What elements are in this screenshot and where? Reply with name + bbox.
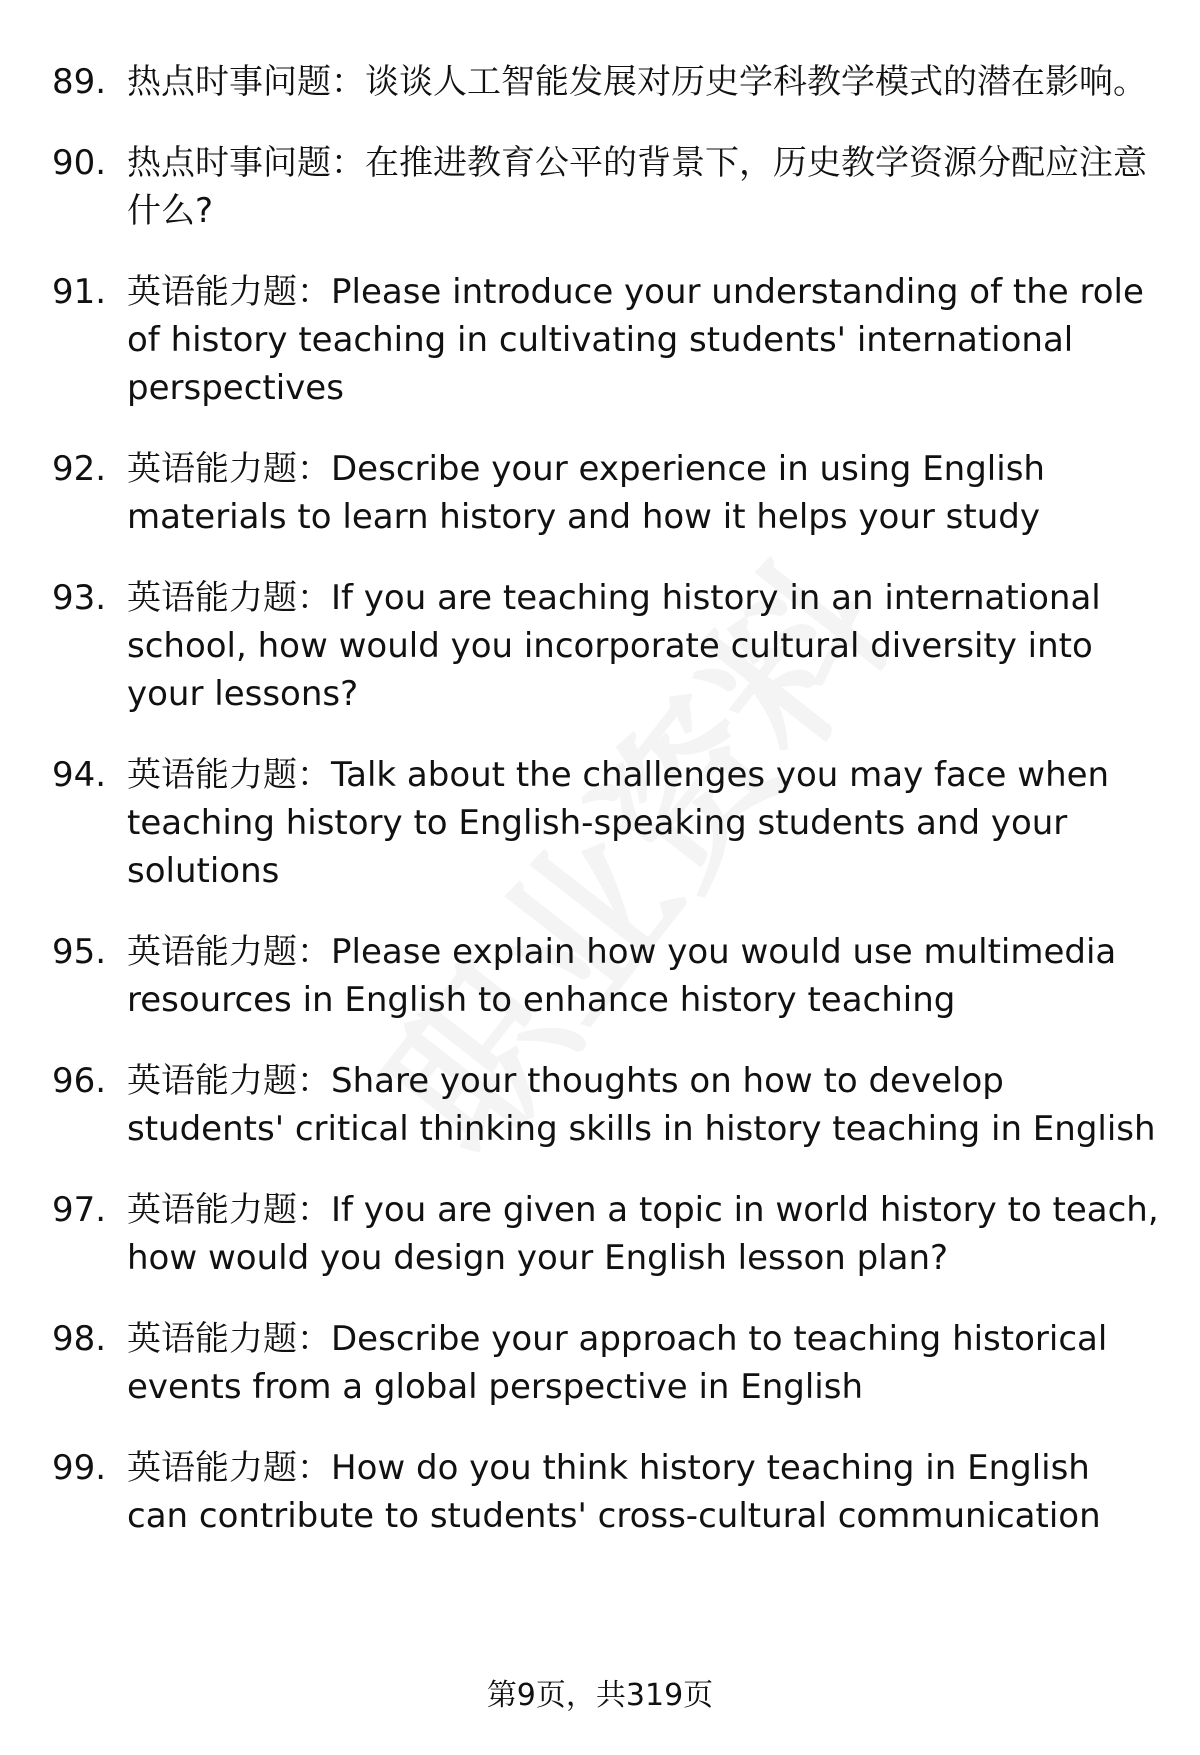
question-item: [0, 1315, 1200, 1411]
question-category: 英语能力题：: [127, 1190, 331, 1230]
question-number: 97.: [52, 1190, 107, 1230]
question-item: [0, 751, 1200, 895]
question-text: [127, 139, 1160, 235]
question-category: 英语能力题：: [127, 272, 331, 312]
question-number: 93.: [52, 578, 107, 618]
question-item: [0, 58, 1200, 106]
question-number: 89.: [52, 62, 107, 102]
question-category: 英语能力题：: [127, 578, 331, 618]
question-item: [0, 928, 1200, 1024]
question-number: 91.: [52, 272, 107, 312]
question-body: Share your thoughts on how to develop students' critical thinking skills in history teaching in English: [127, 1061, 1156, 1149]
question-number: 98.: [52, 1319, 107, 1359]
question-category: 英语能力题：: [127, 755, 331, 795]
question-category: 英语能力题：: [127, 1319, 331, 1359]
page-footer: 第9页，共319页: [486, 1678, 714, 1713]
question-body: Describe your approach to teaching historical events from a global perspective in English: [127, 1319, 1108, 1407]
question-text: [127, 58, 1160, 106]
question-item: [0, 445, 1200, 541]
question-body: 在推进教育公平的背景下，历史教学资源分配应注意什么?: [127, 143, 1147, 231]
question-item: [0, 574, 1200, 718]
question-text: [127, 751, 1160, 895]
question-body: Talk about the challenges you may face when teaching history to English-speaking students and your solutions: [127, 755, 1110, 891]
question-number: 99.: [52, 1448, 107, 1488]
question-item: [0, 1186, 1200, 1282]
question-category: 英语能力题：: [127, 1448, 331, 1488]
question-body: How do you think history teaching in English can contribute to students' cross-cultural communication: [127, 1448, 1101, 1536]
question-text: [127, 1315, 1160, 1411]
question-body: Please introduce your understanding of the role of history teaching in cultivating students' international perspectives: [127, 272, 1144, 408]
question-text: [127, 445, 1160, 541]
question-body: 谈谈人工智能发展对历史学科教学模式的潜在影响。: [365, 62, 1147, 102]
question-number: 92.: [52, 449, 107, 489]
question-body: Please explain how you would use multimedia resources in English to enhance history teaching: [127, 932, 1117, 1020]
question-category: 英语能力题：: [127, 449, 331, 489]
question-category: 英语能力题：: [127, 932, 331, 972]
question-number: 95.: [52, 932, 107, 972]
question-number: 94.: [52, 755, 107, 795]
question-item: [0, 1057, 1200, 1153]
question-body: If you are given a topic in world history to teach, how would you design your English lesson plan?: [127, 1190, 1159, 1278]
question-number: 96.: [52, 1061, 107, 1101]
question-body: If you are teaching history in an international school, how would you incorporate cultural diversity into your lessons?: [127, 578, 1101, 714]
question-text: [127, 268, 1160, 412]
question-body: Describe your experience in using English materials to learn history and how it helps your study: [127, 449, 1045, 537]
question-text: [127, 1444, 1160, 1540]
question-item: [0, 268, 1200, 412]
question-text: [127, 928, 1160, 1024]
question-number: 90.: [52, 143, 107, 183]
question-text: [127, 574, 1160, 718]
question-category: 热点时事问题：: [127, 143, 365, 183]
question-category: 热点时事问题：: [127, 62, 365, 102]
question-text: [127, 1057, 1160, 1153]
question-category: 英语能力题：: [127, 1061, 331, 1101]
question-item: [0, 1444, 1200, 1540]
question-item: [0, 139, 1200, 235]
question-list: [0, 58, 1200, 1573]
question-text: [127, 1186, 1160, 1282]
